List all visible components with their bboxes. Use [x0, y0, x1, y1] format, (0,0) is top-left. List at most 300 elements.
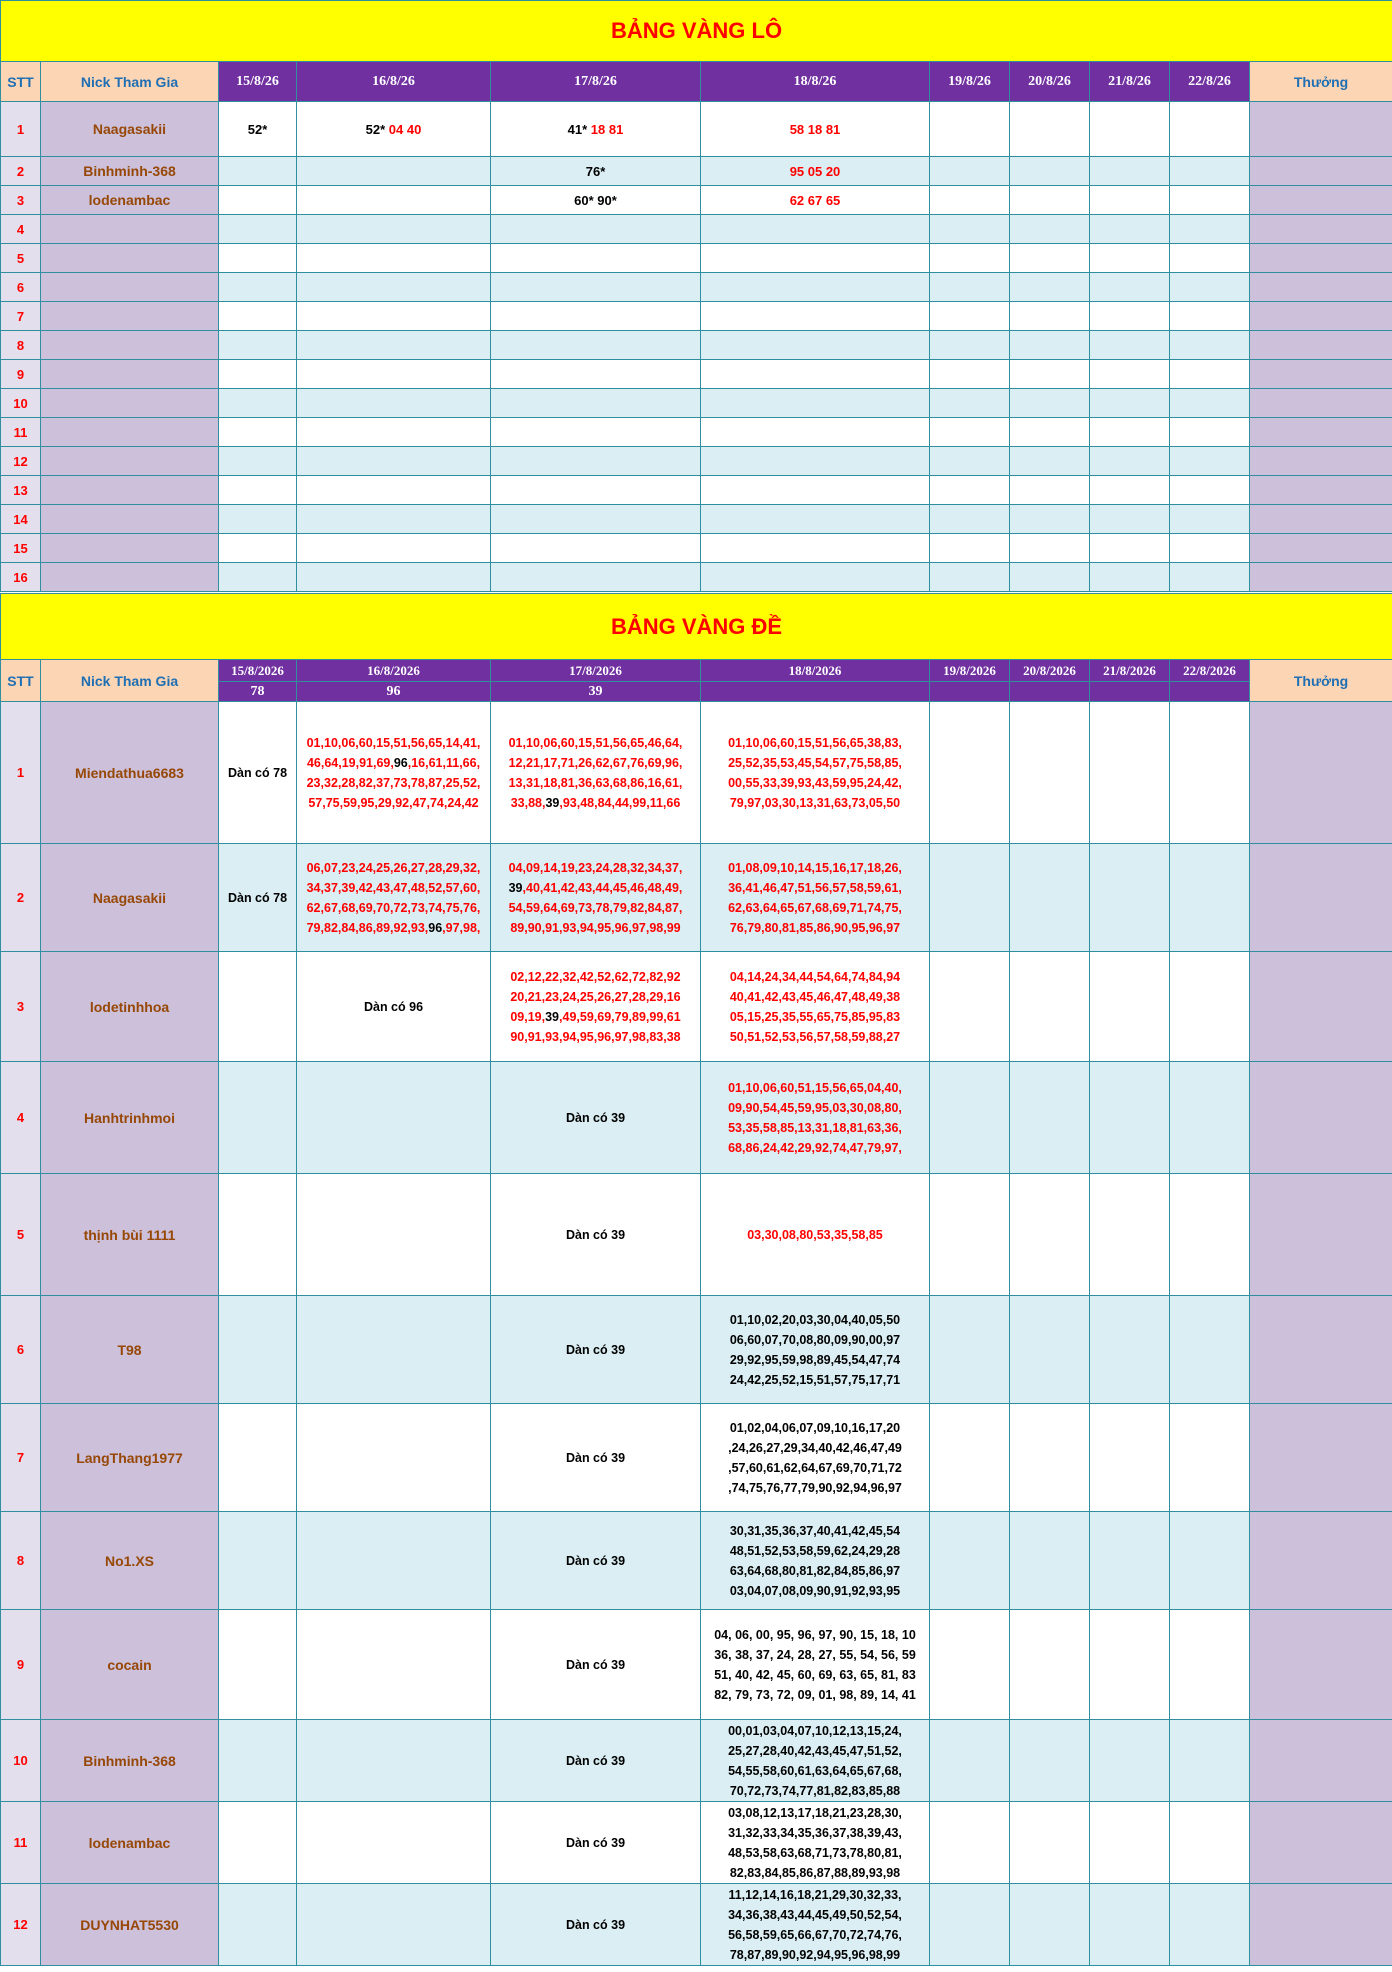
number-list: [491, 733, 700, 813]
column-header-thuong: Thưởng: [1250, 62, 1392, 102]
result-cell: [1090, 534, 1170, 563]
player-nick: T98: [41, 1296, 219, 1404]
numbers-black: 39: [545, 795, 560, 810]
player-nick: Naagasakii: [41, 102, 219, 157]
column-header-date: 16/8/2026: [297, 660, 491, 682]
result-cell: [930, 215, 1010, 244]
result-cell: [491, 1610, 701, 1720]
result-cell: [701, 331, 930, 360]
result-cell: [491, 1062, 701, 1174]
result-cell: [1170, 1296, 1250, 1404]
numbers-black: Dàn có 39: [565, 1110, 626, 1125]
result-cell: [219, 1610, 297, 1720]
hit-numbers: 58 18 81: [789, 121, 841, 137]
result-cell: [1010, 476, 1090, 505]
result-cell: [1090, 215, 1170, 244]
result-cell: [491, 157, 701, 186]
numbers-black: 01,02,04,06,07,09,10,16,17,20 ,24,26,27,29,34,40,42,46,47,49 ,57,60,61,62,64,67,69,70,71,72 ,74,75,76,77,79,90,92,94,96,97: [728, 1420, 902, 1495]
result-cell: [1010, 1884, 1090, 1966]
table-row: [1, 389, 1392, 418]
result-cell: [219, 244, 297, 273]
table-row: [1, 563, 1392, 592]
result-cell: [1090, 563, 1170, 592]
result-cell: [1170, 447, 1250, 476]
table-row: [1, 1610, 1392, 1720]
row-number: 5: [1, 1174, 41, 1296]
table-row: [1, 302, 1392, 331]
result-cell: [491, 389, 701, 418]
table-row: [1, 157, 1392, 186]
de-table: [0, 593, 1392, 1966]
result-cell: [701, 1296, 930, 1404]
table-row: [1, 102, 1392, 157]
column-header-date: 19/8/2026: [930, 660, 1010, 682]
player-nick: [41, 360, 219, 389]
result-cell: [1170, 273, 1250, 302]
reward-cell: [1250, 476, 1392, 505]
row-number: 10: [1, 1720, 41, 1802]
player-nick: DUYNHAT5530: [41, 1884, 219, 1966]
result-cell: [1170, 244, 1250, 273]
table-row: [1, 534, 1392, 563]
result-cell: [1090, 1610, 1170, 1720]
column-header-date: 22/8/26: [1170, 62, 1250, 102]
numbers-red: 01,10,06,60,51,15,56,65,04,40, 09,90,54,45,59,95,03,30,08,80, 53,35,58,85,13,31,18,81,63,36, 68,86,24,42,29,92,74,47,79,97,: [728, 1080, 902, 1155]
numbers-black: Dàn có 96: [363, 999, 424, 1014]
number-list: [491, 1833, 700, 1853]
result-cell: [701, 1720, 930, 1802]
result-cell: [297, 157, 491, 186]
result-cell: [1010, 563, 1090, 592]
numbers-black: 00,01,03,04,07,10,12,13,15,24, 25,27,28,40,42,43,45,47,51,52, 54,55,58,60,61,63,64,65,67,68, 70,72,73,74,77,81,82,83,85,88: [728, 1723, 902, 1798]
number-list: [701, 1803, 929, 1883]
player-nick: [41, 447, 219, 476]
row-number: 2: [1, 844, 41, 952]
result-cell: [219, 1174, 297, 1296]
result-cell: [1010, 302, 1090, 331]
column-header-date: 16/8/26: [297, 62, 491, 102]
result-cell: [219, 1512, 297, 1610]
result-cell: [219, 102, 297, 157]
table-row: [1, 360, 1392, 389]
result-cell: [1090, 244, 1170, 273]
table-row: [1, 1296, 1392, 1404]
reward-cell: [1250, 505, 1392, 534]
row-number: 12: [1, 447, 41, 476]
result-cell: [219, 505, 297, 534]
result-cell: [1090, 157, 1170, 186]
numbers-red: ,97,98,: [442, 920, 481, 935]
column-header-stt: STT: [1, 660, 41, 702]
guess-number: 52*: [365, 121, 386, 137]
result-cell: [1170, 1802, 1250, 1884]
player-nick: [41, 331, 219, 360]
number-list: [701, 1418, 929, 1498]
numbers-red: 06,07,23,24,25,26,27,28,29,32, 34,37,39,42,43,47,48,52,57,60, 62,67,68,69,70,72,73,74,75,76, 79,82,84,86,89,92,93,: [306, 860, 481, 935]
result-cell: [219, 1296, 297, 1404]
numbers-black: Dàn có 39: [565, 1657, 626, 1672]
player-nick: [41, 244, 219, 273]
result-cell: [1090, 702, 1170, 844]
reward-cell: [1250, 1404, 1392, 1512]
result-cell: [219, 563, 297, 592]
number-list: [491, 1448, 700, 1468]
result-cell: [219, 331, 297, 360]
result-cell: [219, 1884, 297, 1966]
player-nick: cocain: [41, 1610, 219, 1720]
row-number: 8: [1, 1512, 41, 1610]
table-row: [1, 1802, 1392, 1884]
result-cell: [297, 418, 491, 447]
result-cell: [930, 331, 1010, 360]
hit-numbers: 18 81: [590, 121, 624, 137]
numbers-black: 39: [508, 880, 523, 895]
column-header-date: 20/8/2026: [1010, 660, 1090, 682]
result-cell: [297, 447, 491, 476]
number-list: [491, 1108, 700, 1128]
result-cell: [701, 1062, 930, 1174]
result-cell: [930, 102, 1010, 157]
result-cell: [491, 1512, 701, 1610]
result-cell: [1010, 844, 1090, 952]
result-cell: [930, 702, 1010, 844]
player-nick: Binhminh-368: [41, 1720, 219, 1802]
result-cell: [491, 418, 701, 447]
table-row: [1, 844, 1392, 952]
result-cell: [701, 186, 930, 215]
result-cell: [219, 157, 297, 186]
result-cell: [491, 1802, 701, 1884]
reward-cell: [1250, 563, 1392, 592]
number-list: [701, 858, 929, 938]
player-nick: [41, 215, 219, 244]
day-result: 96: [297, 682, 491, 702]
table-row: [1, 447, 1392, 476]
number-list: [701, 1625, 929, 1705]
row-number: 6: [1, 273, 41, 302]
number-list: [701, 1721, 929, 1801]
result-cell: [491, 302, 701, 331]
result-cell: [701, 215, 930, 244]
result-cell: [491, 360, 701, 389]
number-list: [701, 733, 929, 813]
reward-cell: [1250, 1802, 1392, 1884]
player-nick: lodetinhhoa: [41, 952, 219, 1062]
column-header-date: 21/8/2026: [1090, 660, 1170, 682]
result-cell: [1010, 418, 1090, 447]
result-cell: [297, 186, 491, 215]
result-cell: [1090, 331, 1170, 360]
numbers-black: 03,08,12,13,17,18,21,23,28,30, 31,32,33,34,35,36,37,38,39,43, 48,53,58,63,68,71,73,78,80,81, 82,83,84,85,86,87,88,89,93,98: [728, 1805, 902, 1880]
result-cell: [701, 952, 930, 1062]
table-row: [1, 1720, 1392, 1802]
row-number: 16: [1, 563, 41, 592]
result-cell: [297, 273, 491, 302]
reward-cell: [1250, 1884, 1392, 1966]
result-cell: [930, 1720, 1010, 1802]
result-cell: [1170, 1720, 1250, 1802]
result-cell: [701, 844, 930, 952]
numbers-black: Dàn có 39: [565, 1342, 626, 1357]
row-number: 11: [1, 418, 41, 447]
reward-cell: [1250, 157, 1392, 186]
result-cell: [701, 273, 930, 302]
result-cell: [930, 1404, 1010, 1512]
result-cell: [297, 844, 491, 952]
result-cell: [701, 302, 930, 331]
row-number: 7: [1, 1404, 41, 1512]
result-cell: [1170, 1610, 1250, 1720]
result-cell: [930, 534, 1010, 563]
result-cell: [1090, 952, 1170, 1062]
result-cell: [1010, 534, 1090, 563]
numbers-red: 03,30,08,80,53,35,58,85: [747, 1227, 883, 1242]
result-cell: [1170, 1174, 1250, 1296]
result-cell: [297, 244, 491, 273]
result-cell: [1090, 1296, 1170, 1404]
reward-cell: [1250, 1174, 1392, 1296]
result-cell: [297, 1062, 491, 1174]
table-row: [1, 186, 1392, 215]
number-list: [297, 858, 490, 938]
result-cell: [701, 157, 930, 186]
number-list: [219, 888, 296, 908]
result-cell: [1010, 157, 1090, 186]
day-result: [930, 682, 1010, 702]
result-cell: [1090, 102, 1170, 157]
reward-cell: [1250, 215, 1392, 244]
result-cell: [297, 1296, 491, 1404]
number-list: [491, 1751, 700, 1771]
result-cell: [701, 702, 930, 844]
reward-cell: [1250, 534, 1392, 563]
numbers-red: 02,12,22,32,42,52,62,72,82,92 20,21,23,24,25,26,27,28,29,16 09,19,: [510, 969, 681, 1024]
result-cell: [491, 273, 701, 302]
result-cell: [1170, 418, 1250, 447]
result-cell: [1090, 1404, 1170, 1512]
numbers-red: 01,10,06,60,15,51,56,65,46,64, 12,21,17,71,26,62,67,76,69,96, 13,31,18,81,36,63,68,86,16,61, 33,88,: [508, 735, 683, 810]
result-cell: [297, 476, 491, 505]
reward-cell: [1250, 244, 1392, 273]
table-row: [1, 331, 1392, 360]
row-number: 4: [1, 1062, 41, 1174]
result-cell: [701, 1884, 930, 1966]
player-nick: Binhminh-368: [41, 157, 219, 186]
reward-cell: [1250, 952, 1392, 1062]
result-cell: [1170, 102, 1250, 157]
row-number: 7: [1, 302, 41, 331]
player-nick: [41, 418, 219, 447]
result-cell: [491, 244, 701, 273]
table-row: [1, 215, 1392, 244]
table-row: [1, 952, 1392, 1062]
reward-cell: [1250, 360, 1392, 389]
result-cell: [219, 186, 297, 215]
row-number: 1: [1, 102, 41, 157]
result-cell: [1090, 186, 1170, 215]
result-cell: [701, 244, 930, 273]
number-list: [297, 997, 490, 1017]
guess-number: 52*: [247, 121, 268, 137]
lo-table: [0, 0, 1392, 592]
result-cell: [491, 215, 701, 244]
reward-cell: [1250, 186, 1392, 215]
result-cell: [1090, 360, 1170, 389]
result-cell: [701, 563, 930, 592]
number-list: [219, 763, 296, 783]
result-cell: [1090, 1062, 1170, 1174]
hit-numbers: 62 67 65: [789, 192, 841, 208]
guess-number: 41*: [567, 121, 588, 137]
result-cell: [930, 1062, 1010, 1174]
numbers-black: 96: [428, 920, 443, 935]
result-cell: [1010, 1296, 1090, 1404]
result-cell: [297, 215, 491, 244]
result-cell: [930, 157, 1010, 186]
row-number: 3: [1, 186, 41, 215]
day-result: [1170, 682, 1250, 702]
result-cell: [297, 360, 491, 389]
lo-header-row: [1, 62, 1392, 102]
number-list: [701, 1521, 929, 1601]
numbers-black: Dàn có 78: [227, 890, 288, 905]
result-cell: [930, 1174, 1010, 1296]
row-number: 15: [1, 534, 41, 563]
number-list: [297, 733, 490, 813]
result-cell: [1010, 447, 1090, 476]
column-header-date: 17/8/2026: [491, 660, 701, 682]
hit-numbers: 95 05 20: [789, 163, 841, 179]
reward-cell: [1250, 844, 1392, 952]
player-nick: Naagasakii: [41, 844, 219, 952]
result-cell: [930, 563, 1010, 592]
result-cell: [219, 418, 297, 447]
reward-cell: [1250, 273, 1392, 302]
result-cell: [1170, 215, 1250, 244]
result-cell: [491, 186, 701, 215]
numbers-red: 01,10,06,60,15,51,56,65,38,83, 25,52,35,53,45,54,57,75,58,85, 00,55,33,39,93,43,59,95,24,42, 79,97,03,30,13,31,63,73,05,50: [728, 735, 902, 810]
result-cell: [297, 534, 491, 563]
result-cell: [219, 215, 297, 244]
column-header-date: 21/8/26: [1090, 62, 1170, 102]
row-number: 2: [1, 157, 41, 186]
numbers-red: ,40,41,42,43,44,45,46,48,49, 54,59,64,69,73,78,79,82,84,87, 89,90,91,93,94,95,96,97,98,99: [508, 880, 683, 935]
reward-cell: [1250, 1720, 1392, 1802]
result-cell: [1010, 186, 1090, 215]
result-cell: [701, 1174, 930, 1296]
table-row: [1, 418, 1392, 447]
result-cell: [219, 476, 297, 505]
result-cell: [491, 952, 701, 1062]
result-cell: [219, 360, 297, 389]
player-nick: [41, 505, 219, 534]
result-cell: [701, 505, 930, 534]
result-cell: [297, 563, 491, 592]
row-number: 11: [1, 1802, 41, 1884]
result-cell: [297, 702, 491, 844]
numbers-black: Dàn có 39: [565, 1835, 626, 1850]
row-number: 5: [1, 244, 41, 273]
numbers-red: ,93,48,84,44,99,11,66: [559, 795, 681, 810]
player-nick: [41, 273, 219, 302]
result-cell: [701, 418, 930, 447]
table-row: [1, 1884, 1392, 1966]
result-cell: [297, 102, 491, 157]
result-cell: [219, 302, 297, 331]
result-cell: [1010, 215, 1090, 244]
result-cell: [297, 1802, 491, 1884]
result-cell: [930, 1802, 1010, 1884]
result-cell: [491, 1884, 701, 1966]
result-cell: [491, 1404, 701, 1512]
column-header-date: 22/8/2026: [1170, 660, 1250, 682]
number-list: [491, 967, 700, 1047]
row-number: 6: [1, 1296, 41, 1404]
result-cell: [1170, 844, 1250, 952]
row-number: 9: [1, 360, 41, 389]
result-cell: [1170, 1062, 1250, 1174]
result-cell: [297, 302, 491, 331]
reward-cell: [1250, 418, 1392, 447]
result-cell: [930, 186, 1010, 215]
result-cell: [930, 505, 1010, 534]
result-cell: [1090, 302, 1170, 331]
result-cell: [1090, 273, 1170, 302]
column-header-thuong: Thưởng: [1250, 660, 1392, 702]
result-cell: [1170, 1512, 1250, 1610]
result-cell: [297, 331, 491, 360]
player-nick: [41, 563, 219, 592]
result-cell: [1090, 447, 1170, 476]
column-header-date: 15/8/2026: [219, 660, 297, 682]
column-header-nick: Nick Tham Gia: [41, 660, 219, 702]
reward-cell: [1250, 1610, 1392, 1720]
numbers-red: 01,08,09,10,14,15,16,17,18,26, 36,41,46,47,51,56,57,58,59,61, 62,63,64,65,67,68,69,71,74,75, 76,79,80,81,85,86,90,95,96,97: [728, 860, 902, 935]
de-header-row: [1, 660, 1392, 682]
result-cell: [1170, 476, 1250, 505]
column-header-stt: STT: [1, 62, 41, 102]
result-cell: [1010, 389, 1090, 418]
result-cell: [930, 244, 1010, 273]
result-cell: [930, 1884, 1010, 1966]
result-cell: [930, 302, 1010, 331]
result-cell: [701, 102, 930, 157]
result-cell: [1170, 331, 1250, 360]
result-cell: [930, 418, 1010, 447]
result-cell: [219, 534, 297, 563]
result-cell: [297, 952, 491, 1062]
result-cell: [930, 389, 1010, 418]
player-nick: [41, 534, 219, 563]
player-nick: lodenambac: [41, 1802, 219, 1884]
de-title-row: [1, 594, 1392, 660]
result-cell: [491, 505, 701, 534]
row-number: 1: [1, 702, 41, 844]
result-cell: [219, 389, 297, 418]
column-header-date: 20/8/26: [1010, 62, 1090, 102]
row-number: 3: [1, 952, 41, 1062]
player-nick: [41, 302, 219, 331]
result-cell: [491, 331, 701, 360]
result-cell: [1010, 102, 1090, 157]
result-cell: [297, 1610, 491, 1720]
result-cell: [1170, 505, 1250, 534]
result-cell: [701, 389, 930, 418]
result-cell: [1170, 157, 1250, 186]
result-cell: [1170, 302, 1250, 331]
day-result: 39: [491, 682, 701, 702]
result-cell: [1170, 360, 1250, 389]
